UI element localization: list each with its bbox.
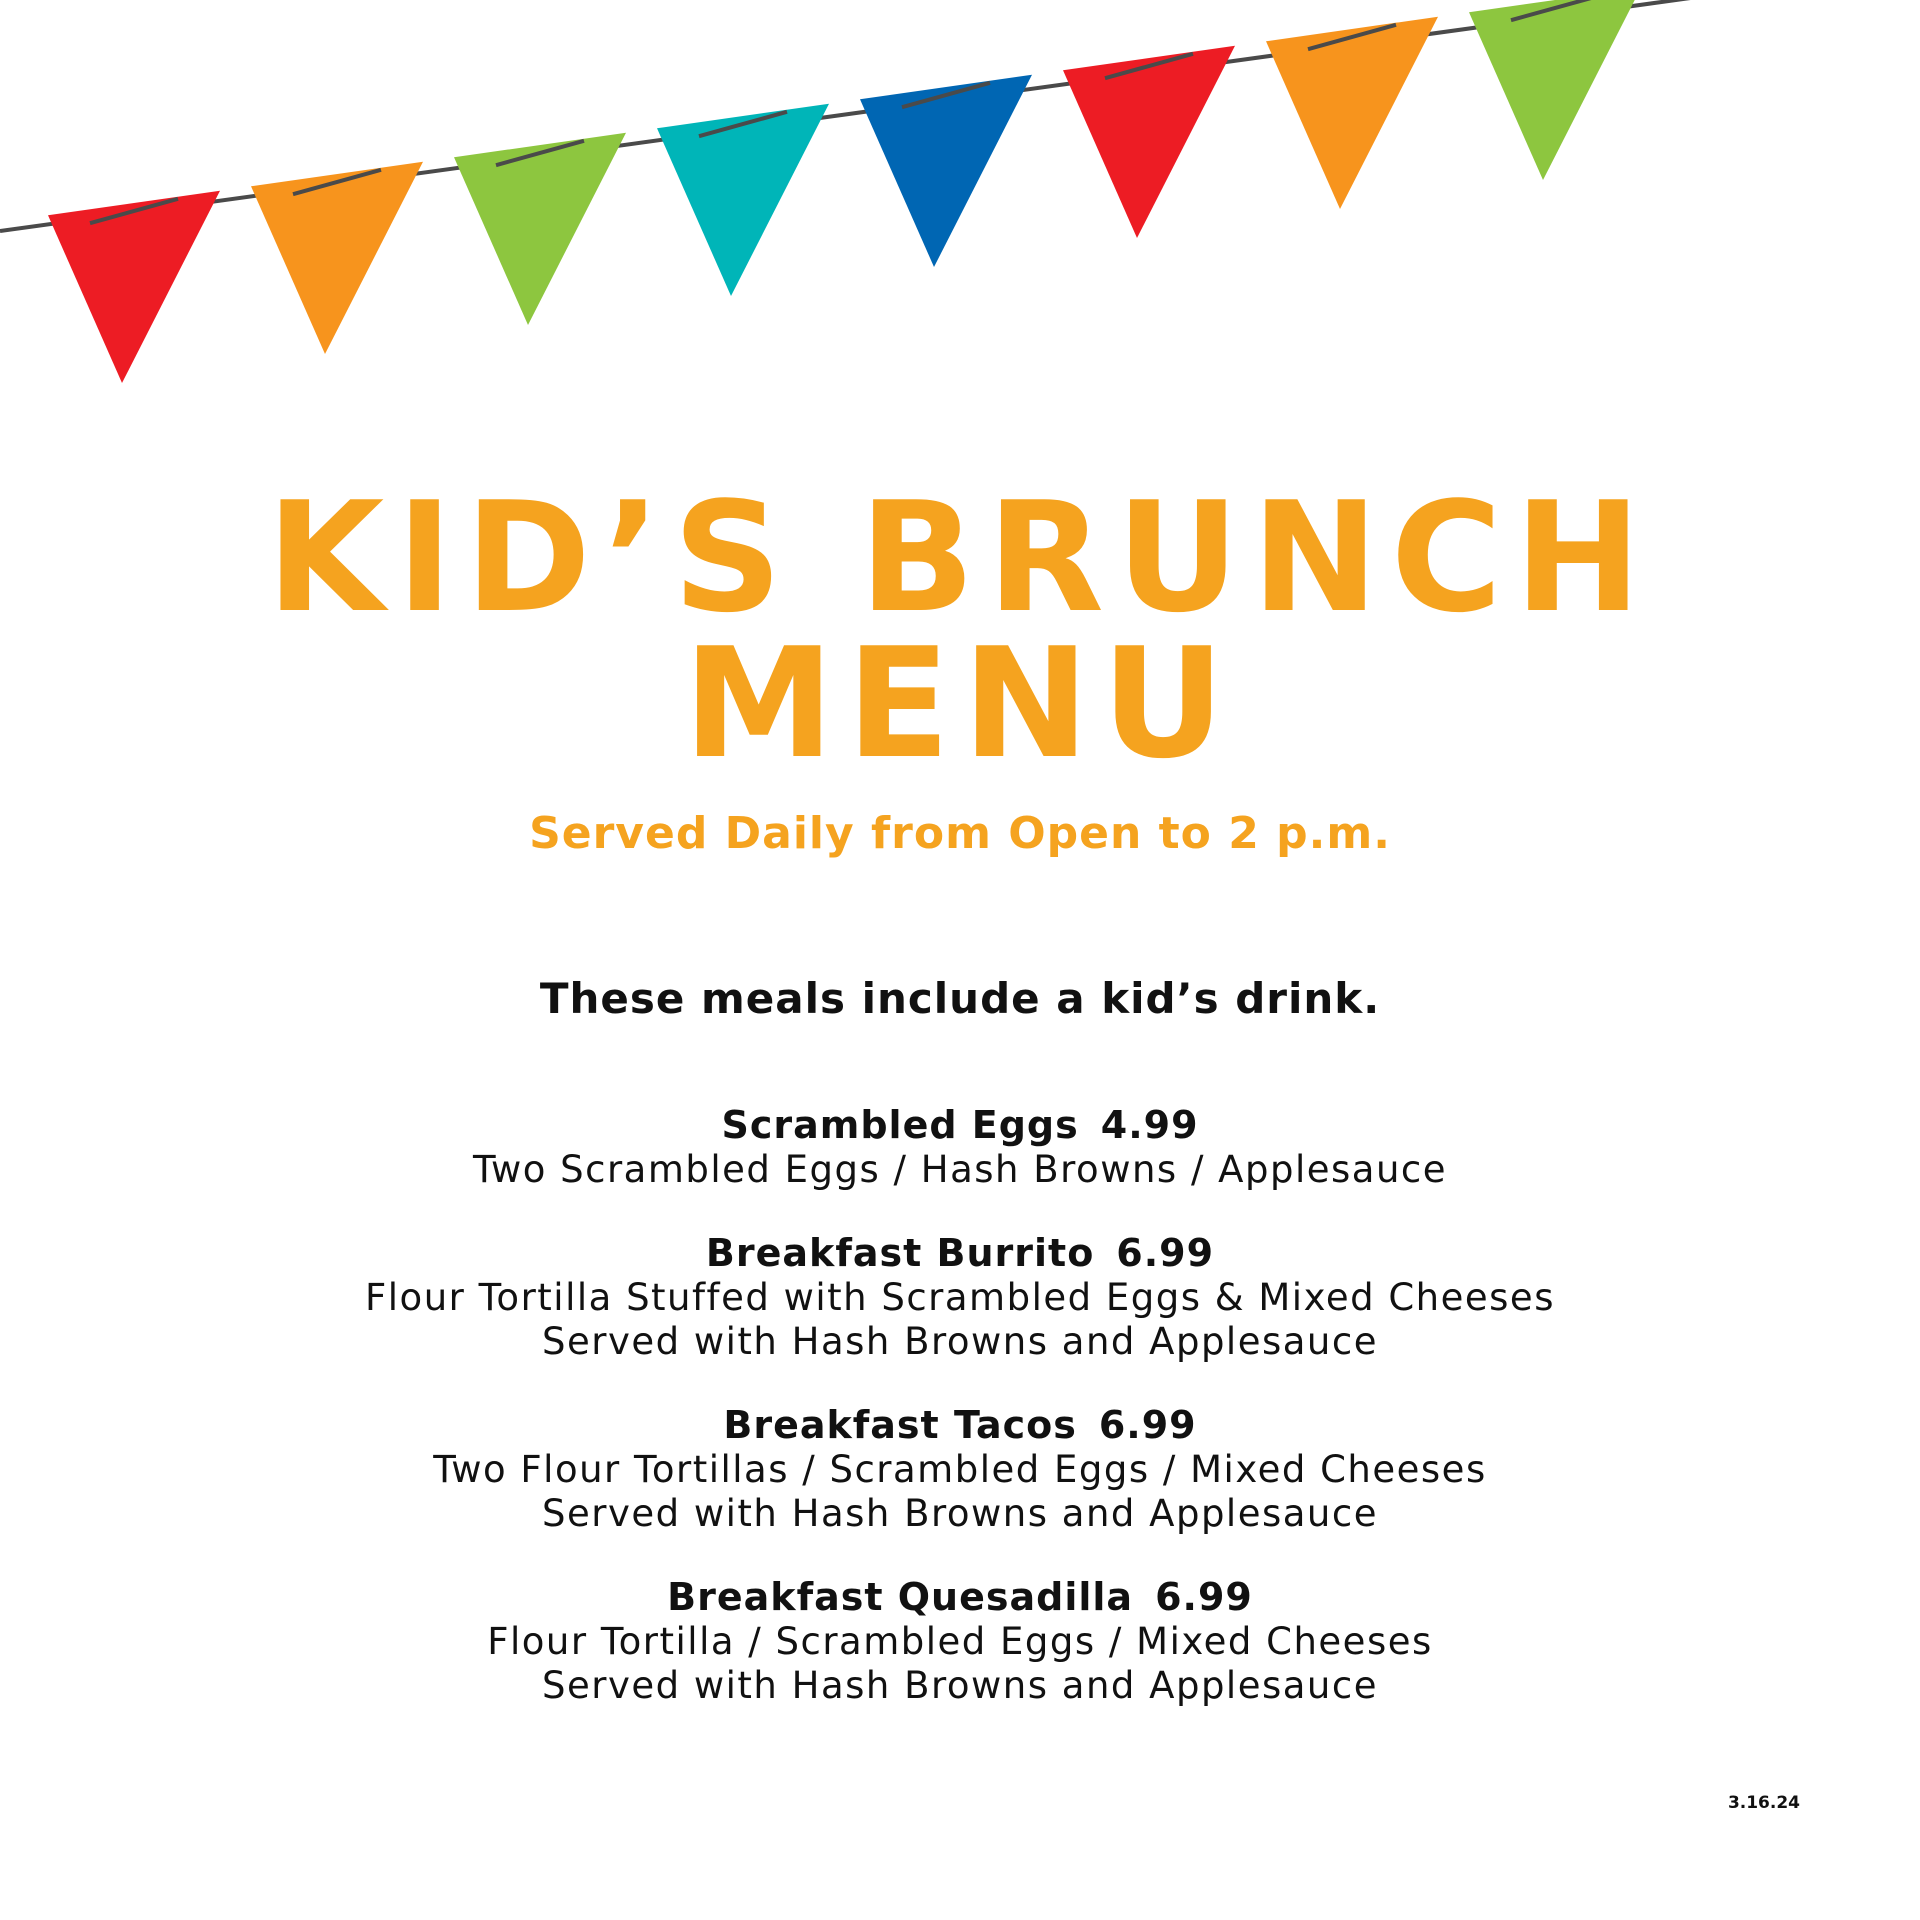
bunting-flag [1469, 0, 1641, 180]
menu-title-line2: MENU [683, 615, 1237, 792]
bunting-flag [860, 75, 1032, 267]
menu-title-line1: KID’S BRUNCH [266, 469, 1654, 646]
item-price: 6.99 [1116, 1231, 1215, 1275]
item-name: Breakfast Tacos [723, 1403, 1077, 1447]
service-hours: Served Daily from Open to 2 p.m. [529, 808, 1391, 859]
item-name: Breakfast Quesadilla [667, 1575, 1134, 1619]
drink-note: These meals include a kid’s drink. [539, 974, 1381, 1023]
item-heading [0, 1402, 1920, 1448]
menu-item-breakfast-quesadilla [0, 1574, 1920, 1708]
item-description: Two Flour Tortillas / Scrambled Eggs / Mixed Cheeses [433, 1448, 1487, 1491]
item-description: Flour Tortilla Stuffed with Scrambled Eggs & Mixed Cheeses [365, 1276, 1555, 1319]
item-price: 6.99 [1155, 1575, 1253, 1619]
item-price: 6.99 [1098, 1403, 1197, 1447]
bunting-flag [251, 162, 423, 354]
bunting-banner [0, 0, 1920, 400]
bunting-flag [1266, 17, 1438, 209]
item-heading [0, 1230, 1920, 1276]
menu-items [0, 1102, 1920, 1746]
item-sides: Served with Hash Browns and Applesauce [542, 1492, 1378, 1535]
menu-item-scrambled-eggs [0, 1102, 1920, 1192]
bunting-flag [1063, 46, 1235, 238]
item-sides: Served with Hash Browns and Applesauce [542, 1320, 1378, 1363]
bunting-flag [48, 191, 220, 383]
menu-item-breakfast-burrito [0, 1230, 1920, 1364]
menu-date: 3.16.24 [1727, 1793, 1800, 1813]
menu-item-breakfast-tacos [0, 1402, 1920, 1536]
item-heading [0, 1574, 1920, 1620]
item-heading [0, 1102, 1920, 1148]
bunting-flag [454, 133, 626, 325]
bunting-flag [657, 104, 829, 296]
item-sides: Served with Hash Browns and Applesauce [542, 1664, 1378, 1707]
item-description: Flour Tortilla / Scrambled Eggs / Mixed Cheeses [487, 1620, 1433, 1663]
item-description: Two Scrambled Eggs / Hash Browns / Applesauce [473, 1148, 1447, 1191]
item-name: Scrambled Eggs [721, 1103, 1079, 1147]
item-price: 4.99 [1100, 1103, 1199, 1147]
item-name: Breakfast Burrito [705, 1231, 1095, 1275]
